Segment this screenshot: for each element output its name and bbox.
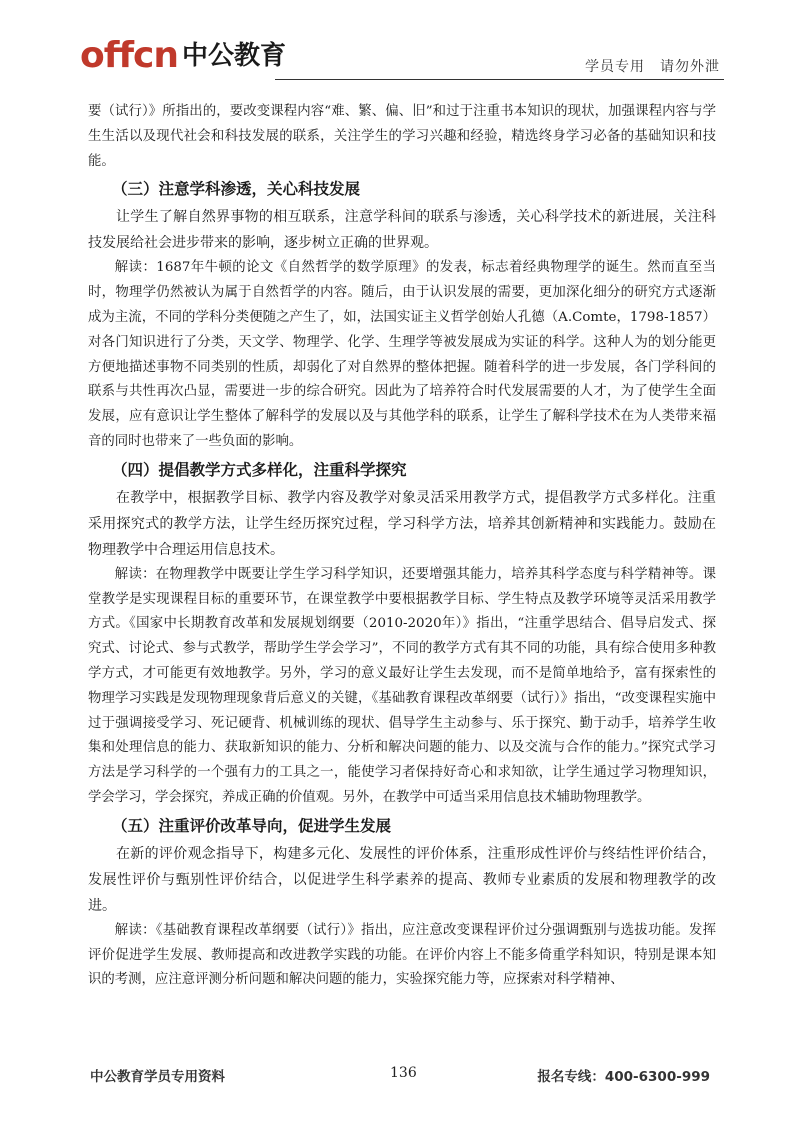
- footer-label: 中公教育学员专用资料: [90, 1069, 225, 1085]
- registration-hotline: 报名专线：400-6300-999: [537, 1069, 710, 1085]
- section-heading-4: （四）提倡教学方式多样化，注重科学探究: [112, 460, 407, 479]
- section-heading-5: （五）注重评价改革导向，促进学生发展: [112, 816, 392, 835]
- interpretation-paragraph: 解读：《基础教育课程改革纲要（试行）》指出，应注意改变课程评价过分强调甄别与选拔功能。发挥评价促进学生发展、教师提高和改进教学实践的功能。在评价内容上不能多倚重学科知识，特别是课本知识的考测，应注意评测分析问题和解决问题的能力，实验探究能力等，应探索对科学精神、: [88, 922, 716, 988]
- offcn-logo: [80, 36, 286, 76]
- standard-paragraph: 在新的评价观念指导下，构建多元化、发展性的评价体系，注重形成性评价与终结性评价结合，发展性评价与甄别性评价结合，以促进学生科学素养的提高、教师专业素质的发展和物理教学的改进。: [88, 845, 716, 914]
- interpretation-paragraph: 解读：1687年牛顿的论文《自然哲学的数学原理》的发表，标志着经典物理学的诞生。然而直至当时，物理学仍然被认为属于自然哲学的内容。随后，由于认识发展的需要，更加深化细分的研究方式逐渐成为主流，不同的学科分类便随之产生了，如，法国实证主义哲学创始人孔德（A.Comte，1798-1857）对各门知识进行了分类，天文学、物理学、化学、生理学等被发展成为实证的科学。这种人为的划分能更方便地描述事物不同类别的性质，却弱化了对自然界的整体把握。随着科学的进一步发展，各门学科间的联系与共性再次凸显，需要进一步的综合研究。因此为了培养符合时代发展需要的人才，为了使学生全面发展，应有意识让学生整体了解科学的发展以及与其他学科的联系，让学生了解科学技术在为人类带来福音的同时也带来了一些负面的影响。: [88, 260, 716, 449]
- paragraph-continuation: 要（试行）》所指出的，要改变课程内容“难、繁、偏、旧”和过于注重书本知识的现状，加强课程内容与学生生活以及现代社会和科技发展的联系，关注学生的学习兴趣和经验，精选终身学习必备的基础知识和技能。: [88, 104, 716, 169]
- interpretation-paragraph: 解读：在物理教学中既要让学生学习科学知识，还要增强其能力，培养其科学态度与科学精神等。课堂教学是实现课程目标的重要环节，在课堂教学中要根据教学目标、学生特点及教学环境等灵活采用教学方式。《国家中长期教育改革和发展规划纲要（2010-2020年）》指出，“注重学思结合、倡导启发式、探究式、讨论式、参与式教学，帮助学生学会学习”，不同的教学方式有其不同的功能，具有综合使用多种教学方式，才可能更有效地教学。另外，学习的意义最好让学生去发现，而不是简单地给予，富有探索性的物理学习实践是发现物理现象背后意义的关键，《基础教育课程改革纲要（试行）》指出，“改变课程实施中过于强调接受学习、死记硬背、机械训练的现状、倡导学生主动参与、乐于探究、勤于动手，培养学生收集和处理信息的能力、获取新知识的能力、分析和解决问题的能力、以及交流与合作的能力。”探究式学习方法是学习科学的一个强有力的工具之一，能使学习者保持好奇心和求知欲，让学生通过学习物理知识，学会学习，学会探究，养成正确的价值观。另外，在教学中可适当采用信息技术辅助物理教学。: [88, 566, 716, 805]
- standard-paragraph: 让学生了解自然界事物的相互联系，注意学科间的联系与渗透，关心科学技术的新进展，关注科技发展给社会进步带来的影响，逐步树立正确的世界观。: [88, 209, 716, 252]
- header-divider: [275, 79, 724, 80]
- document-body: [88, 100, 716, 993]
- section-heading-3: （三）注意学科渗透，关心科技发展: [112, 180, 361, 199]
- page-header: [80, 34, 724, 82]
- page-number: 136: [390, 1065, 417, 1081]
- page-footer: [90, 1065, 710, 1089]
- standard-paragraph: 在教学中，根据教学目标、教学内容及教学对象灵活采用教学方式，提倡教学方式多样化。注重采用探究式的教学方法，让学生经历探究过程，学习科学方法，培养其创新精神和实践能力。鼓励在物理教学中合理运用信息技术。: [88, 489, 716, 558]
- logo-brand-text: offcn: [80, 35, 179, 76]
- confidential-tag: 学员专用 请勿外泄: [585, 59, 720, 75]
- logo-chinese-text: 中公教育: [182, 41, 287, 71]
